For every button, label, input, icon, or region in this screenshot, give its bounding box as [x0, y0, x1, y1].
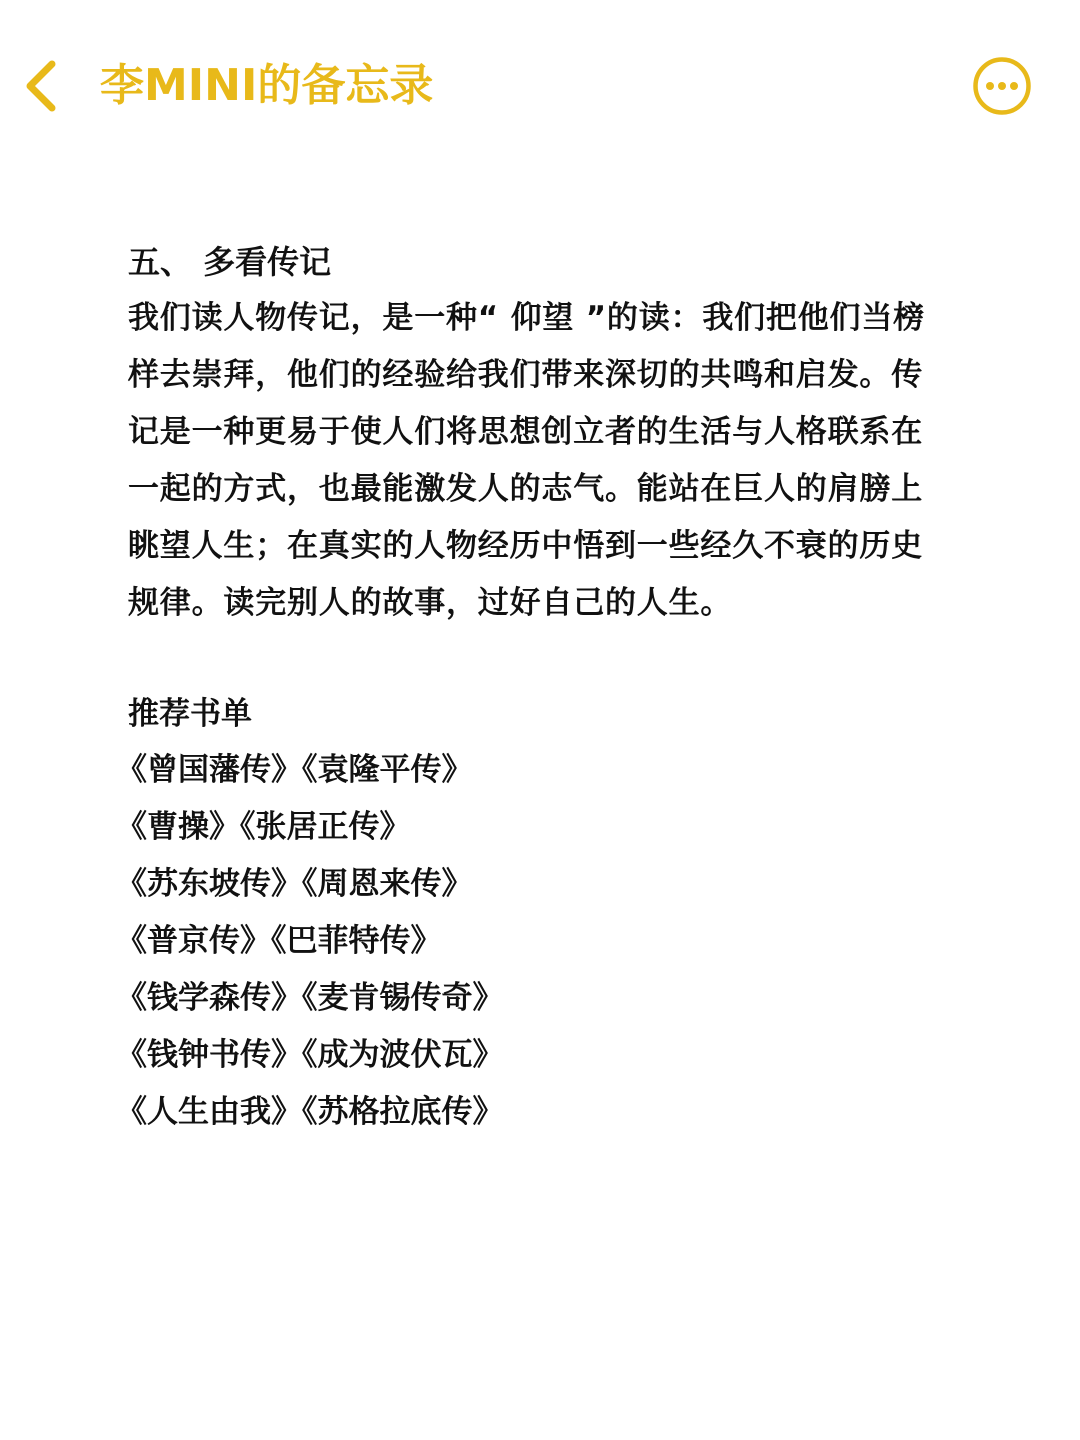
paragraph-line: 规律。读完别人的故事，过好自己的人生。 — [128, 585, 733, 621]
book-list-item: 《曹操》《张居正传》 — [116, 809, 411, 845]
paragraph-line: 样去崇拜，他们的经验给我们带来深切的共鸣和启发。传 — [128, 357, 923, 393]
note-title: 李MINI的备忘录 — [100, 60, 434, 111]
section-title: 五、 多看传记 — [128, 243, 332, 281]
book-list-item: 《苏东坡传》《周恩来传》 — [116, 866, 473, 902]
book-list-item: 《普京传》《巴菲特传》 — [116, 923, 442, 959]
paragraph-line: 记是一种更易于使人们将思想创立者的生活与人格联系在 — [128, 414, 923, 450]
paragraph-line: 我们读人物传记，是一种“ 仰望 ”的读：我们把他们当榜 — [128, 300, 925, 336]
book-list-item: 《钱钟书传》《成为波伏瓦》 — [116, 1037, 504, 1073]
book-list-item: 《人生由我》《苏格拉底传》 — [116, 1094, 504, 1130]
book-list-heading: 推荐书单 — [128, 696, 252, 732]
paragraph-line: 眺望人生；在真实的人物经历中悟到一些经久不衰的历史 — [128, 528, 923, 564]
paragraph-line: 一起的方式，也最能激发人的志气。能站在巨人的肩膀上 — [128, 471, 923, 507]
book-list-item: 《钱学森传》《麦肯锡传奇》 — [116, 980, 504, 1016]
book-list-item: 《曾国藩传》《袁隆平传》 — [116, 752, 473, 788]
